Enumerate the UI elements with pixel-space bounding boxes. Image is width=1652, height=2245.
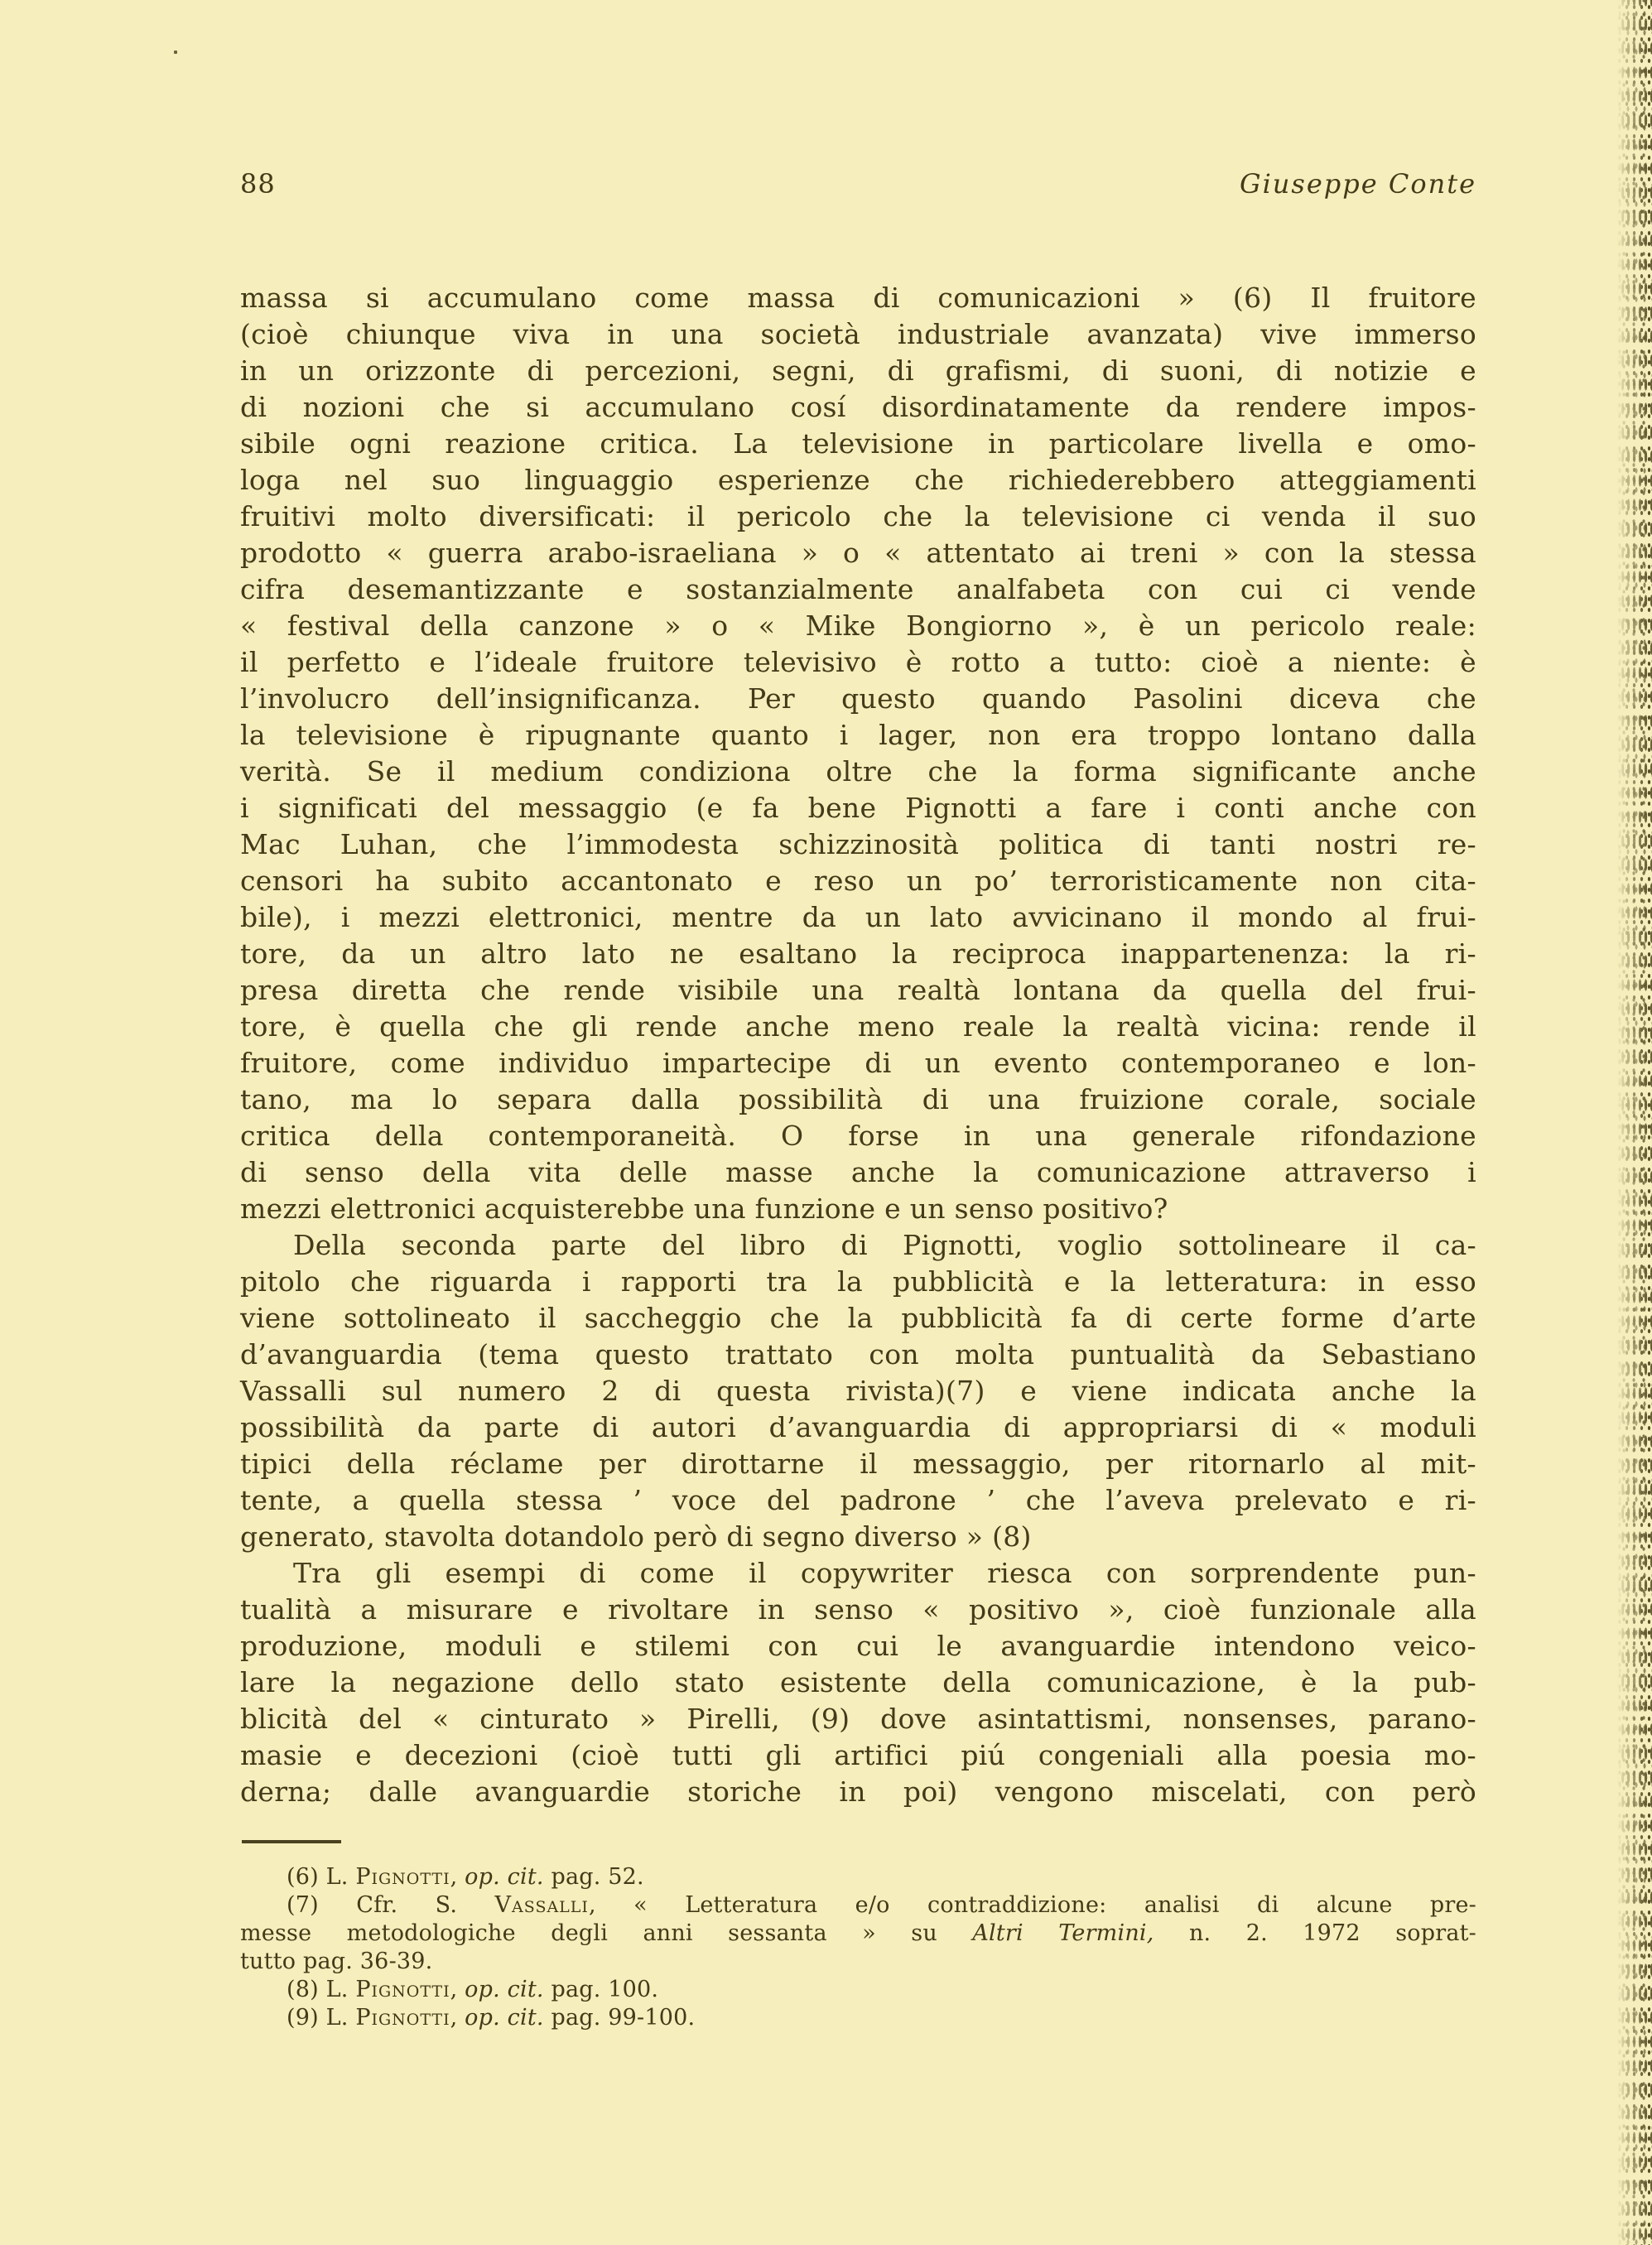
body-line: viene sottolineato il saccheggio che la pubblicità fa di certe forme d’arte [240, 1302, 1476, 1334]
body-line: Vassalli sul numero 2 di questa rivista)(7) e viene indicata anche la [240, 1375, 1476, 1407]
footnote-segment: Pignotti [355, 1977, 450, 2002]
body-line: possibilità da parte di autori d’avanguardia di appropriarsi di « moduli [240, 1411, 1476, 1443]
body-line: (cioè chiunque viva in una società industriale avanzata) vive immerso [240, 318, 1476, 350]
footnote-segment: , [450, 1977, 465, 2002]
footnote-segment: (9) L. [287, 2005, 356, 2031]
body-line: l’involucro dell’insignificanza. Per questo quando Pasolini diceva che [240, 682, 1476, 715]
running-header-author: Giuseppe Conte [1240, 168, 1476, 200]
body-line: in un orizzonte di percezioni, segni, di grafismi, di suoni, di notizie e [240, 354, 1476, 387]
body-line: tente, a quella stessa ’ voce del padrone ’ che l’aveva prelevato e ri- [240, 1484, 1476, 1516]
body-line: Della seconda parte del libro di Pignotti, voglio sottolineare il ca- [293, 1229, 1476, 1261]
body-line: tualità a misurare e rivoltare in senso « positivo », cioè funzionale alla [240, 1593, 1476, 1626]
footnote-separator-rule [242, 1840, 341, 1843]
footnote-segment: n. 2. 1972 soprat- [1154, 1920, 1476, 1946]
body-line: presa diretta che rende visibile una realtà lontana da quella del frui- [240, 974, 1476, 1006]
footnote-segment: Pignotti [355, 2005, 450, 2031]
footnote-segment: Pignotti [355, 1864, 450, 1890]
body-line: tore, da un altro lato ne esaltano la reciproca inappartenenza: la ri- [240, 937, 1476, 970]
footnote-segment: (6) L. [287, 1864, 356, 1890]
body-line: d’avanguardia (tema questo trattato con molta puntualità da Sebastiano [240, 1338, 1476, 1371]
footnote-segment: (8) L. [287, 1977, 356, 2002]
footnote-segment: op. cit. [465, 1977, 544, 2002]
body-line: critica della contemporaneità. O forse in una generale rifondazione [240, 1120, 1476, 1152]
footnote-segment: messe metodologiche degli anni sessanta » su [240, 1920, 973, 1946]
body-line: derna; dalle avanguardie storiche in poi) vengono miscelati, con però [240, 1775, 1476, 1808]
body-line: « festival della canzone » o « Mike Bongiorno », è un pericolo reale: [240, 609, 1476, 642]
footnote-line [240, 2004, 1476, 2032]
body-text [240, 280, 1476, 1810]
body-line: massa si accumulano come massa di comunicazioni » (6) Il fruitore [240, 282, 1476, 314]
body-line: Tra gli esempi di come il copywriter riesca con sorprendente pun- [293, 1557, 1476, 1589]
body-line: tano, ma lo separa dalla possibilità di una fruizione corale, sociale [240, 1083, 1476, 1115]
body-line: fruitivi molto diversificati: il pericolo che la televisione ci venda il suo [240, 500, 1476, 532]
body-line: fruitore, come individuo impartecipe di un evento contemporaneo e lon- [240, 1047, 1476, 1079]
body-line: tipici della réclame per dirottarne il messaggio, per ritornarlo al mit- [240, 1448, 1476, 1480]
footnote-line [240, 1863, 1476, 1891]
body-line: di nozioni che si accumulano cosí disordinatamente da rendere impos- [240, 391, 1476, 423]
footnote-segment: (7) Cfr. S. [287, 1892, 495, 1918]
body-line: la televisione è ripugnante quanto i lager, non era troppo lontano dalla [240, 719, 1476, 751]
body-line: generato, stavolta dotandolo però di segno diverso » (8) [240, 1520, 1032, 1553]
body-line: il perfetto e l’ideale fruitore televisivo è rotto a tutto: cioè a niente: è [240, 646, 1476, 678]
body-line: bile), i mezzi elettronici, mentre da un lato avvicinano il mondo al frui- [240, 901, 1476, 933]
footnote-segment: , [450, 2005, 465, 2031]
body-line: sibile ogni reazione critica. La televisione in particolare livella e omo- [240, 427, 1476, 460]
body-line: prodotto « guerra arabo-israeliana » o « attentato ai treni » con la stessa [240, 537, 1476, 569]
body-line: verità. Se il medium condiziona oltre che la forma significante anche [240, 755, 1476, 788]
body-line: produzione, moduli e stilemi con cui le avanguardie intendono veico- [240, 1630, 1476, 1662]
body-line: Mac Luhan, che l’immodesta schizzinosità politica di tanti nostri re- [240, 828, 1476, 860]
footnote-segment: pag. 52. [543, 1864, 644, 1890]
footnote-segment: op. cit. [465, 2005, 544, 2031]
body-line: tore, è quella che gli rende anche meno reale la realtà vicina: rende il [240, 1010, 1476, 1043]
footnote-segment: , [450, 1864, 465, 1890]
footnote-line [240, 1891, 1476, 1920]
footnote-line [240, 1976, 1476, 2004]
scan-speck [174, 51, 177, 54]
footnote-segment: pag. 99-100. [543, 2005, 696, 2031]
footnote-segment: Vassalli [494, 1892, 589, 1918]
body-line: pitolo che riguarda i rapporti tra la pubblicità e la letteratura: in esso [240, 1265, 1476, 1298]
footnote-segment: , « Letteratura e/o contraddizione: analisi di alcune pre- [588, 1892, 1476, 1918]
footnotes [240, 1863, 1476, 2032]
footnote-segment: pag. 100. [543, 1977, 659, 2002]
running-header [240, 168, 1476, 200]
page-number: 88 [240, 168, 276, 200]
scan-noise-edge [1617, 0, 1652, 2245]
body-line: censori ha subito accantonato e reso un po’ terroristicamente non cita- [240, 865, 1476, 897]
body-line: di senso della vita delle masse anche la comunicazione attraverso i [240, 1156, 1476, 1188]
body-line: cifra desemantizzante e sostanzialmente analfabeta con cui ci vende [240, 573, 1476, 605]
body-line: blicità del « cinturato » Pirelli, (9) dove asintattismi, nonsenses, parano- [240, 1703, 1476, 1735]
footnote-segment: op. cit. [465, 1864, 544, 1890]
footnote-segment: Altri Termini, [972, 1920, 1154, 1946]
body-line: mezzi elettronici acquisterebbe una funzione e un senso positivo? [240, 1192, 1168, 1225]
body-line: masie e decezioni (cioè tutti gli artifici piú congeniali alla poesia mo- [240, 1739, 1476, 1771]
body-line: lare la negazione dello stato esistente della comunicazione, è la pub- [240, 1666, 1476, 1698]
body-line: i significati del messaggio (e fa bene Pignotti a fare i conti anche con [240, 792, 1476, 824]
body-line: loga nel suo linguaggio esperienze che richiederebbero atteggiamenti [240, 464, 1476, 496]
footnote-segment: tutto pag. 36-39. [240, 1949, 433, 1974]
footnote-line [240, 1948, 1476, 1976]
footnote-line [240, 1920, 1476, 1948]
